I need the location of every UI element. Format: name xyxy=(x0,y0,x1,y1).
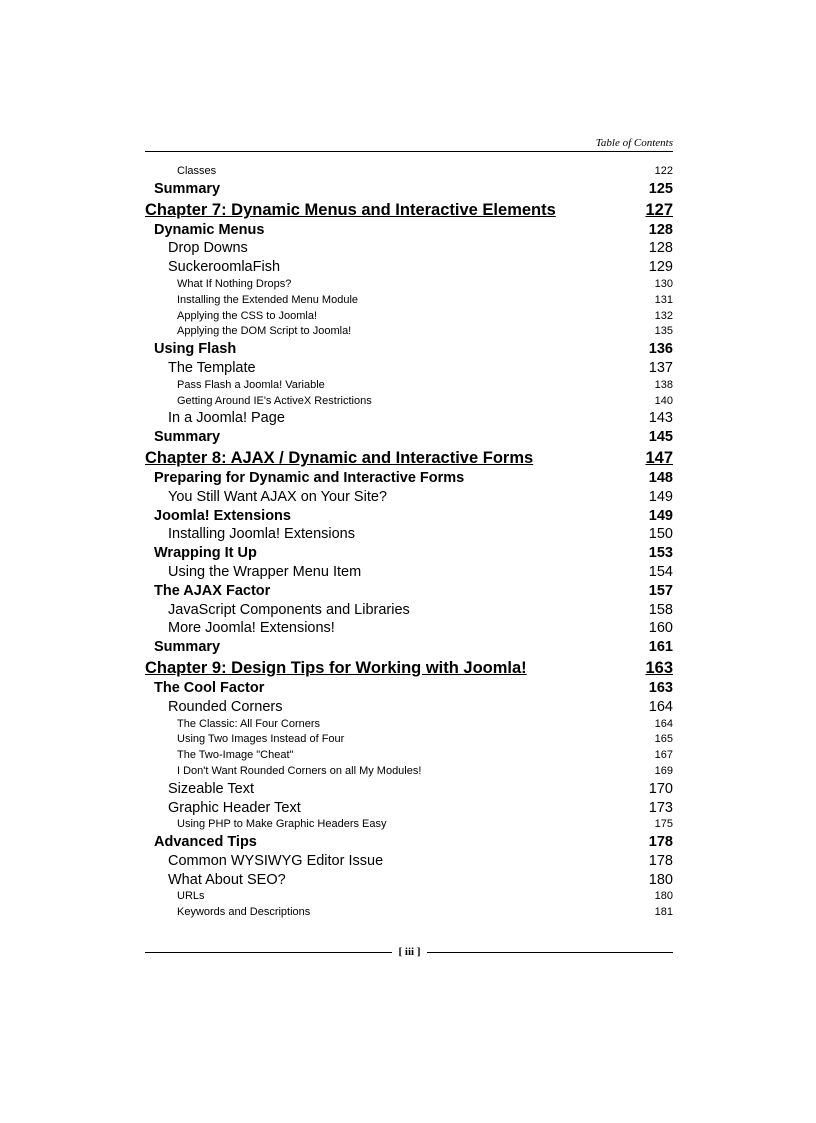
toc-entry-title: What About SEO? xyxy=(168,871,286,888)
toc-row[interactable] xyxy=(145,799,673,818)
toc-row[interactable] xyxy=(145,732,673,748)
toc-row[interactable] xyxy=(145,889,673,905)
toc-entry-page: 180 xyxy=(648,871,673,888)
toc-row[interactable] xyxy=(145,164,673,180)
toc-entry-page: 132 xyxy=(654,309,673,322)
toc-chapter-row[interactable] xyxy=(145,199,673,221)
toc-row[interactable] xyxy=(145,378,673,394)
toc-entry-page: 147 xyxy=(645,448,673,467)
toc-entry-title: Advanced Tips xyxy=(154,834,257,851)
toc-entry-title: Using the Wrapper Menu Item xyxy=(168,563,362,580)
toc-row[interactable] xyxy=(145,871,673,890)
toc-entry-page: 122 xyxy=(654,165,673,177)
toc-row[interactable] xyxy=(145,488,673,507)
toc-row[interactable] xyxy=(145,293,673,309)
toc-entry-page: 128 xyxy=(648,240,673,257)
toc-entry-title: Applying the DOM Script to Joomla! xyxy=(177,325,352,338)
toc-entry-title: Sizeable Text xyxy=(168,780,254,797)
toc-entry-title: Drop Downs xyxy=(168,240,248,257)
toc-row[interactable] xyxy=(145,394,673,410)
toc-entry-page: 125 xyxy=(648,180,673,197)
toc-entry-page: 170 xyxy=(648,780,673,797)
toc-row[interactable] xyxy=(145,507,673,526)
toc-entry-page: 127 xyxy=(645,200,673,219)
toc-entry-title: Installing Joomla! Extensions xyxy=(168,526,355,543)
toc-row[interactable] xyxy=(145,817,673,833)
toc-entry-page: 145 xyxy=(648,429,673,446)
toc-row[interactable] xyxy=(145,409,673,428)
toc-entry-title: Using PHP to Make Graphic Headers Easy xyxy=(177,818,387,831)
toc-row[interactable] xyxy=(145,428,673,447)
toc-entry-title: Wrapping It Up xyxy=(154,545,257,562)
toc-entry-page: 128 xyxy=(648,221,673,238)
toc-row[interactable] xyxy=(145,764,673,780)
toc-row[interactable] xyxy=(145,469,673,488)
toc-entry-title: I Don't Want Rounded Corners on all My Modules! xyxy=(177,764,422,777)
toc-entry-page: 149 xyxy=(648,507,673,524)
toc-entry-title: Summary xyxy=(154,429,221,446)
toc-entry-title: Classes xyxy=(177,165,217,177)
toc-row[interactable] xyxy=(145,905,673,921)
toc-entry-title: You Still Want AJAX on Your Site? xyxy=(168,488,387,505)
toc-row[interactable] xyxy=(145,309,673,325)
toc-entry-title: The AJAX Factor xyxy=(154,582,271,599)
footer-rule-right xyxy=(427,952,673,953)
toc-row[interactable] xyxy=(145,239,673,258)
toc-entry-page: 173 xyxy=(648,799,673,816)
toc-entry-title: Applying the CSS to Joomla! xyxy=(177,309,318,322)
toc-entry-page: 160 xyxy=(648,620,673,637)
toc-entry-title: Getting Around IE's ActiveX Restrictions xyxy=(177,394,372,407)
toc-row[interactable] xyxy=(145,638,673,657)
header-rule xyxy=(145,151,673,152)
toc-entry-title: Chapter 7: Dynamic Menus and Interactive Elements xyxy=(145,200,556,219)
toc-entry-page: 149 xyxy=(648,488,673,505)
toc-entry-page: 157 xyxy=(648,582,673,599)
toc-entry-title: Using Flash xyxy=(154,341,237,358)
toc-entry-title: Keywords and Descriptions xyxy=(177,906,311,919)
toc-entry-page: 140 xyxy=(654,394,673,407)
toc-entry-page: 180 xyxy=(654,890,673,903)
toc-entry-page: 163 xyxy=(645,658,673,677)
toc-entry-page: 143 xyxy=(648,410,673,427)
toc-row[interactable] xyxy=(145,525,673,544)
toc-entry-title: The Two-Image "Cheat" xyxy=(177,749,294,762)
toc-row[interactable] xyxy=(145,780,673,799)
toc-row[interactable] xyxy=(145,717,673,733)
header-title: Table of Contents xyxy=(595,137,673,149)
toc-entry-title: Chapter 9: Design Tips for Working with Joomla! xyxy=(145,658,527,677)
toc-entry-title: What If Nothing Drops? xyxy=(177,277,292,290)
toc-row[interactable] xyxy=(145,619,673,638)
toc-chapter-row[interactable] xyxy=(145,657,673,679)
toc-row[interactable] xyxy=(145,180,673,199)
toc-entry-title: Dynamic Menus xyxy=(154,221,265,238)
toc-chapter-row[interactable] xyxy=(145,447,673,469)
toc-row[interactable] xyxy=(145,852,673,871)
toc-entry-title: Summary xyxy=(154,180,221,197)
toc-entry-title: The Classic: All Four Corners xyxy=(177,717,321,730)
toc-row[interactable] xyxy=(145,359,673,378)
toc-entry-page: 164 xyxy=(654,717,673,730)
toc-entry-title: Common WYSIWYG Editor Issue xyxy=(168,852,384,869)
toc-row[interactable] xyxy=(145,221,673,240)
toc-entry-page: 169 xyxy=(654,764,673,777)
toc-entry-page: 165 xyxy=(654,733,673,746)
toc-entry-page: 129 xyxy=(648,259,673,276)
toc-entry-title: Chapter 8: AJAX / Dynamic and Interactive Forms xyxy=(145,448,534,467)
toc-entry-page: 153 xyxy=(648,545,673,562)
toc-entry-page: 138 xyxy=(654,378,673,391)
toc-entry-title: Rounded Corners xyxy=(168,698,283,715)
toc-entry-page: 130 xyxy=(654,277,673,290)
toc-entry-page: 178 xyxy=(648,852,673,869)
toc-entry-title: SuckeroomlaFish xyxy=(168,259,281,276)
toc-entry-page: 175 xyxy=(654,818,673,831)
table-of-contents xyxy=(145,164,673,921)
running-header xyxy=(145,136,673,152)
toc-entry-page: 163 xyxy=(648,679,673,696)
toc-row[interactable] xyxy=(145,679,673,698)
toc-entry-page: 158 xyxy=(648,601,673,618)
toc-row[interactable] xyxy=(145,324,673,340)
toc-entry-page: 137 xyxy=(648,359,673,376)
toc-entry-title: Preparing for Dynamic and Interactive Forms xyxy=(154,469,465,486)
toc-entry-page: 181 xyxy=(654,906,673,919)
toc-row[interactable] xyxy=(145,277,673,293)
toc-entry-page: 154 xyxy=(648,563,673,580)
toc-row[interactable] xyxy=(145,698,673,717)
toc-row[interactable] xyxy=(145,601,673,620)
toc-row[interactable] xyxy=(145,340,673,359)
toc-row[interactable] xyxy=(145,258,673,277)
toc-entry-title: Installing the Extended Menu Module xyxy=(177,293,359,306)
toc-entry-title: In a Joomla! Page xyxy=(168,410,285,427)
toc-entry-page: 131 xyxy=(654,293,673,306)
toc-entry-title: Using Two Images Instead of Four xyxy=(177,733,345,746)
toc-entry-title: Graphic Header Text xyxy=(168,799,301,816)
toc-row[interactable] xyxy=(145,563,673,582)
toc-entry-title: The Template xyxy=(168,359,256,376)
toc-entry-page: 148 xyxy=(648,469,673,486)
toc-entry-title: URLs xyxy=(177,890,205,903)
toc-entry-page: 135 xyxy=(654,325,673,338)
toc-entry-title: Pass Flash a Joomla! Variable xyxy=(177,378,325,391)
toc-row[interactable] xyxy=(145,748,673,764)
toc-row[interactable] xyxy=(145,582,673,601)
toc-entry-page: 167 xyxy=(654,749,673,762)
page-number: [ iii ] xyxy=(398,946,421,958)
toc-row[interactable] xyxy=(145,544,673,563)
toc-entry-title: JavaScript Components and Libraries xyxy=(168,601,410,618)
toc-entry-title: The Cool Factor xyxy=(154,679,265,696)
toc-entry-page: 164 xyxy=(648,698,673,715)
toc-row[interactable] xyxy=(145,833,673,852)
toc-entry-title: More Joomla! Extensions! xyxy=(168,620,335,637)
footer-rule-left xyxy=(145,952,392,953)
toc-entry-page: 150 xyxy=(648,526,673,543)
toc-entry-title: Joomla! Extensions xyxy=(154,507,291,524)
toc-entry-page: 136 xyxy=(648,341,673,358)
toc-entry-page: 161 xyxy=(648,639,673,656)
toc-entry-title: Summary xyxy=(154,639,221,656)
toc-entry-page: 178 xyxy=(648,834,673,851)
